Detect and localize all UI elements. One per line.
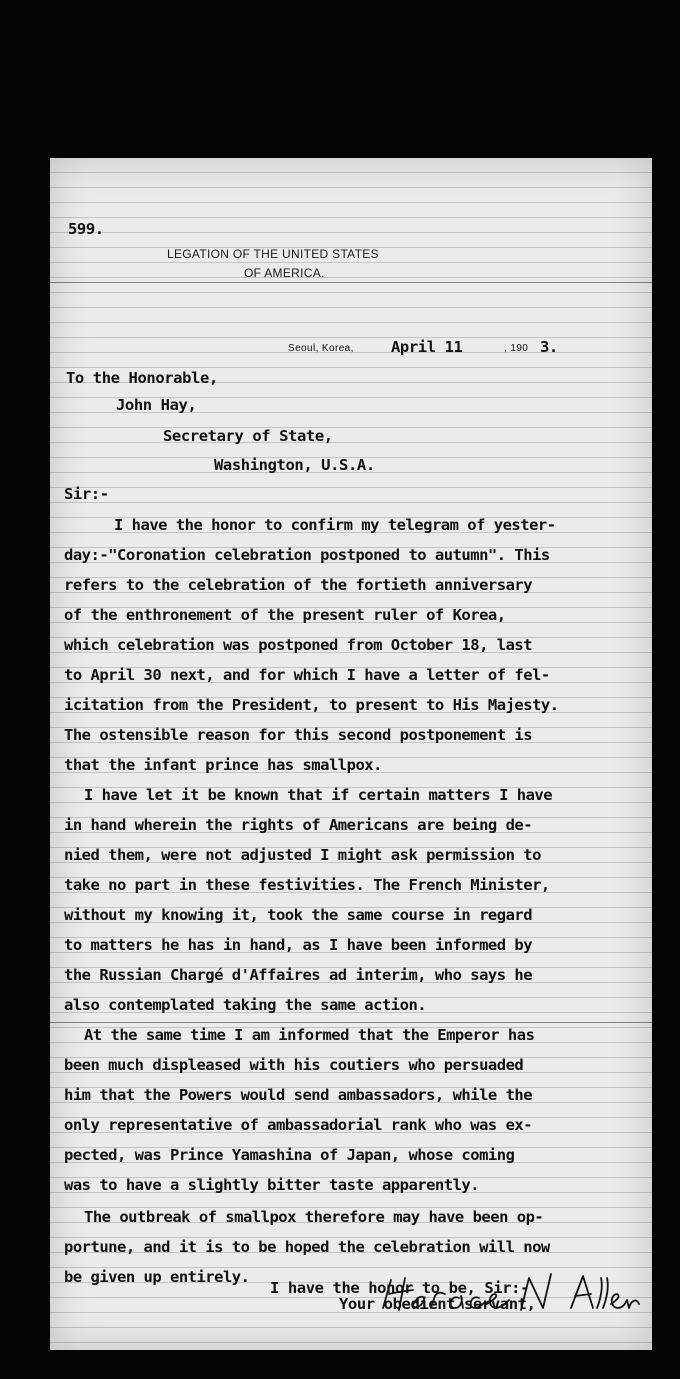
letter-page	[50, 158, 652, 1350]
body-line: The ostensible reason for this second postponement is	[64, 726, 533, 744]
closing-line-1: I have the honor to be, Sir:-	[270, 1279, 530, 1297]
signature-stroke	[571, 1276, 593, 1308]
address-line-2: John Hay,	[116, 396, 197, 414]
body-line: I have let it be known that if certain matters I have	[84, 786, 553, 804]
signature-stroke	[521, 1274, 551, 1310]
letterhead-line-2: OF AMERICA.	[244, 266, 325, 280]
address-line-1: To the Honorable,	[66, 369, 218, 387]
body-line: I have the honor to confirm my telegram of yester-	[114, 516, 556, 534]
address-line-4: Washington, U.S.A.	[214, 456, 375, 474]
body-line: the Russian Chargé d'Affaires ad interim, who says he	[64, 966, 533, 984]
body-line: only representative of ambassadorial rank who was ex-	[64, 1116, 533, 1134]
body-line: that the infant prince has smallpox.	[64, 756, 382, 774]
letterhead-line-1: LEGATION OF THE UNITED STATES	[167, 247, 379, 261]
body-line: take no part in these festivities. The French Minister,	[64, 876, 550, 894]
dateline-year-prefix: , 190	[504, 343, 529, 354]
body-line: in hand wherein the rights of Americans are being de-	[64, 816, 533, 834]
dateline-month-day: April 11	[391, 338, 463, 356]
signature-stroke	[471, 1297, 485, 1308]
signature-image	[375, 1258, 645, 1318]
signature-stroke	[383, 1278, 413, 1310]
body-line: which celebration was postponed from October 18, last	[64, 636, 533, 654]
body-line: pected, was Prince Yamashina of Japan, whose coming	[64, 1146, 515, 1164]
body-line: been much displeased with his coutiers who persuaded	[64, 1056, 524, 1074]
signature-stroke	[611, 1294, 639, 1308]
address-line-3: Secretary of State,	[163, 427, 333, 445]
body-line: of the enthronement of the present ruler of Korea,	[64, 606, 506, 624]
divider-line	[50, 1022, 652, 1023]
body-line: portune, and it is to be hoped the celebration will now	[64, 1238, 550, 1256]
dateline-year-suffix: 3.	[540, 338, 558, 356]
signature-stroke	[451, 1296, 463, 1308]
body-line: without my knowing it, took the same course in regard	[64, 906, 533, 924]
body-line: to April 30 next, and for which I have a letter of fel-	[64, 666, 550, 684]
divider-line	[50, 282, 652, 283]
salutation: Sir:-	[64, 485, 109, 503]
dateline-place: Seoul, Korea,	[288, 343, 354, 354]
body-line: day:-"Coronation celebration postponed to autumn". This	[64, 546, 550, 564]
body-line: refers to the celebration of the fortieth anniversary	[64, 576, 533, 594]
body-line: to matters he has in hand, as I have been informed by	[64, 936, 533, 954]
signature-stroke	[431, 1293, 445, 1308]
signature-stroke	[413, 1297, 424, 1308]
body-line: was to have a slightly bitter taste apparently.	[64, 1176, 480, 1194]
signature-stroke	[487, 1294, 509, 1308]
body-line: nied them, were not adjusted I might ask permission to	[64, 846, 541, 864]
closing-line-2: Your obedient servant,	[339, 1295, 536, 1313]
body-line: him that the Powers would send ambassadors, while the	[64, 1086, 533, 1104]
body-line: The outbreak of smallpox therefore may have been op-	[84, 1208, 544, 1226]
body-line: At the same time I am informed that the Emperor has	[84, 1026, 535, 1044]
body-line: be given up entirely.	[64, 1268, 250, 1286]
signature-stroke	[597, 1278, 608, 1308]
document-number: 599.	[68, 220, 104, 238]
body-line: also contemplated taking the same action.	[64, 996, 427, 1014]
body-line: icitation from the President, to present to His Majesty.	[64, 696, 559, 714]
